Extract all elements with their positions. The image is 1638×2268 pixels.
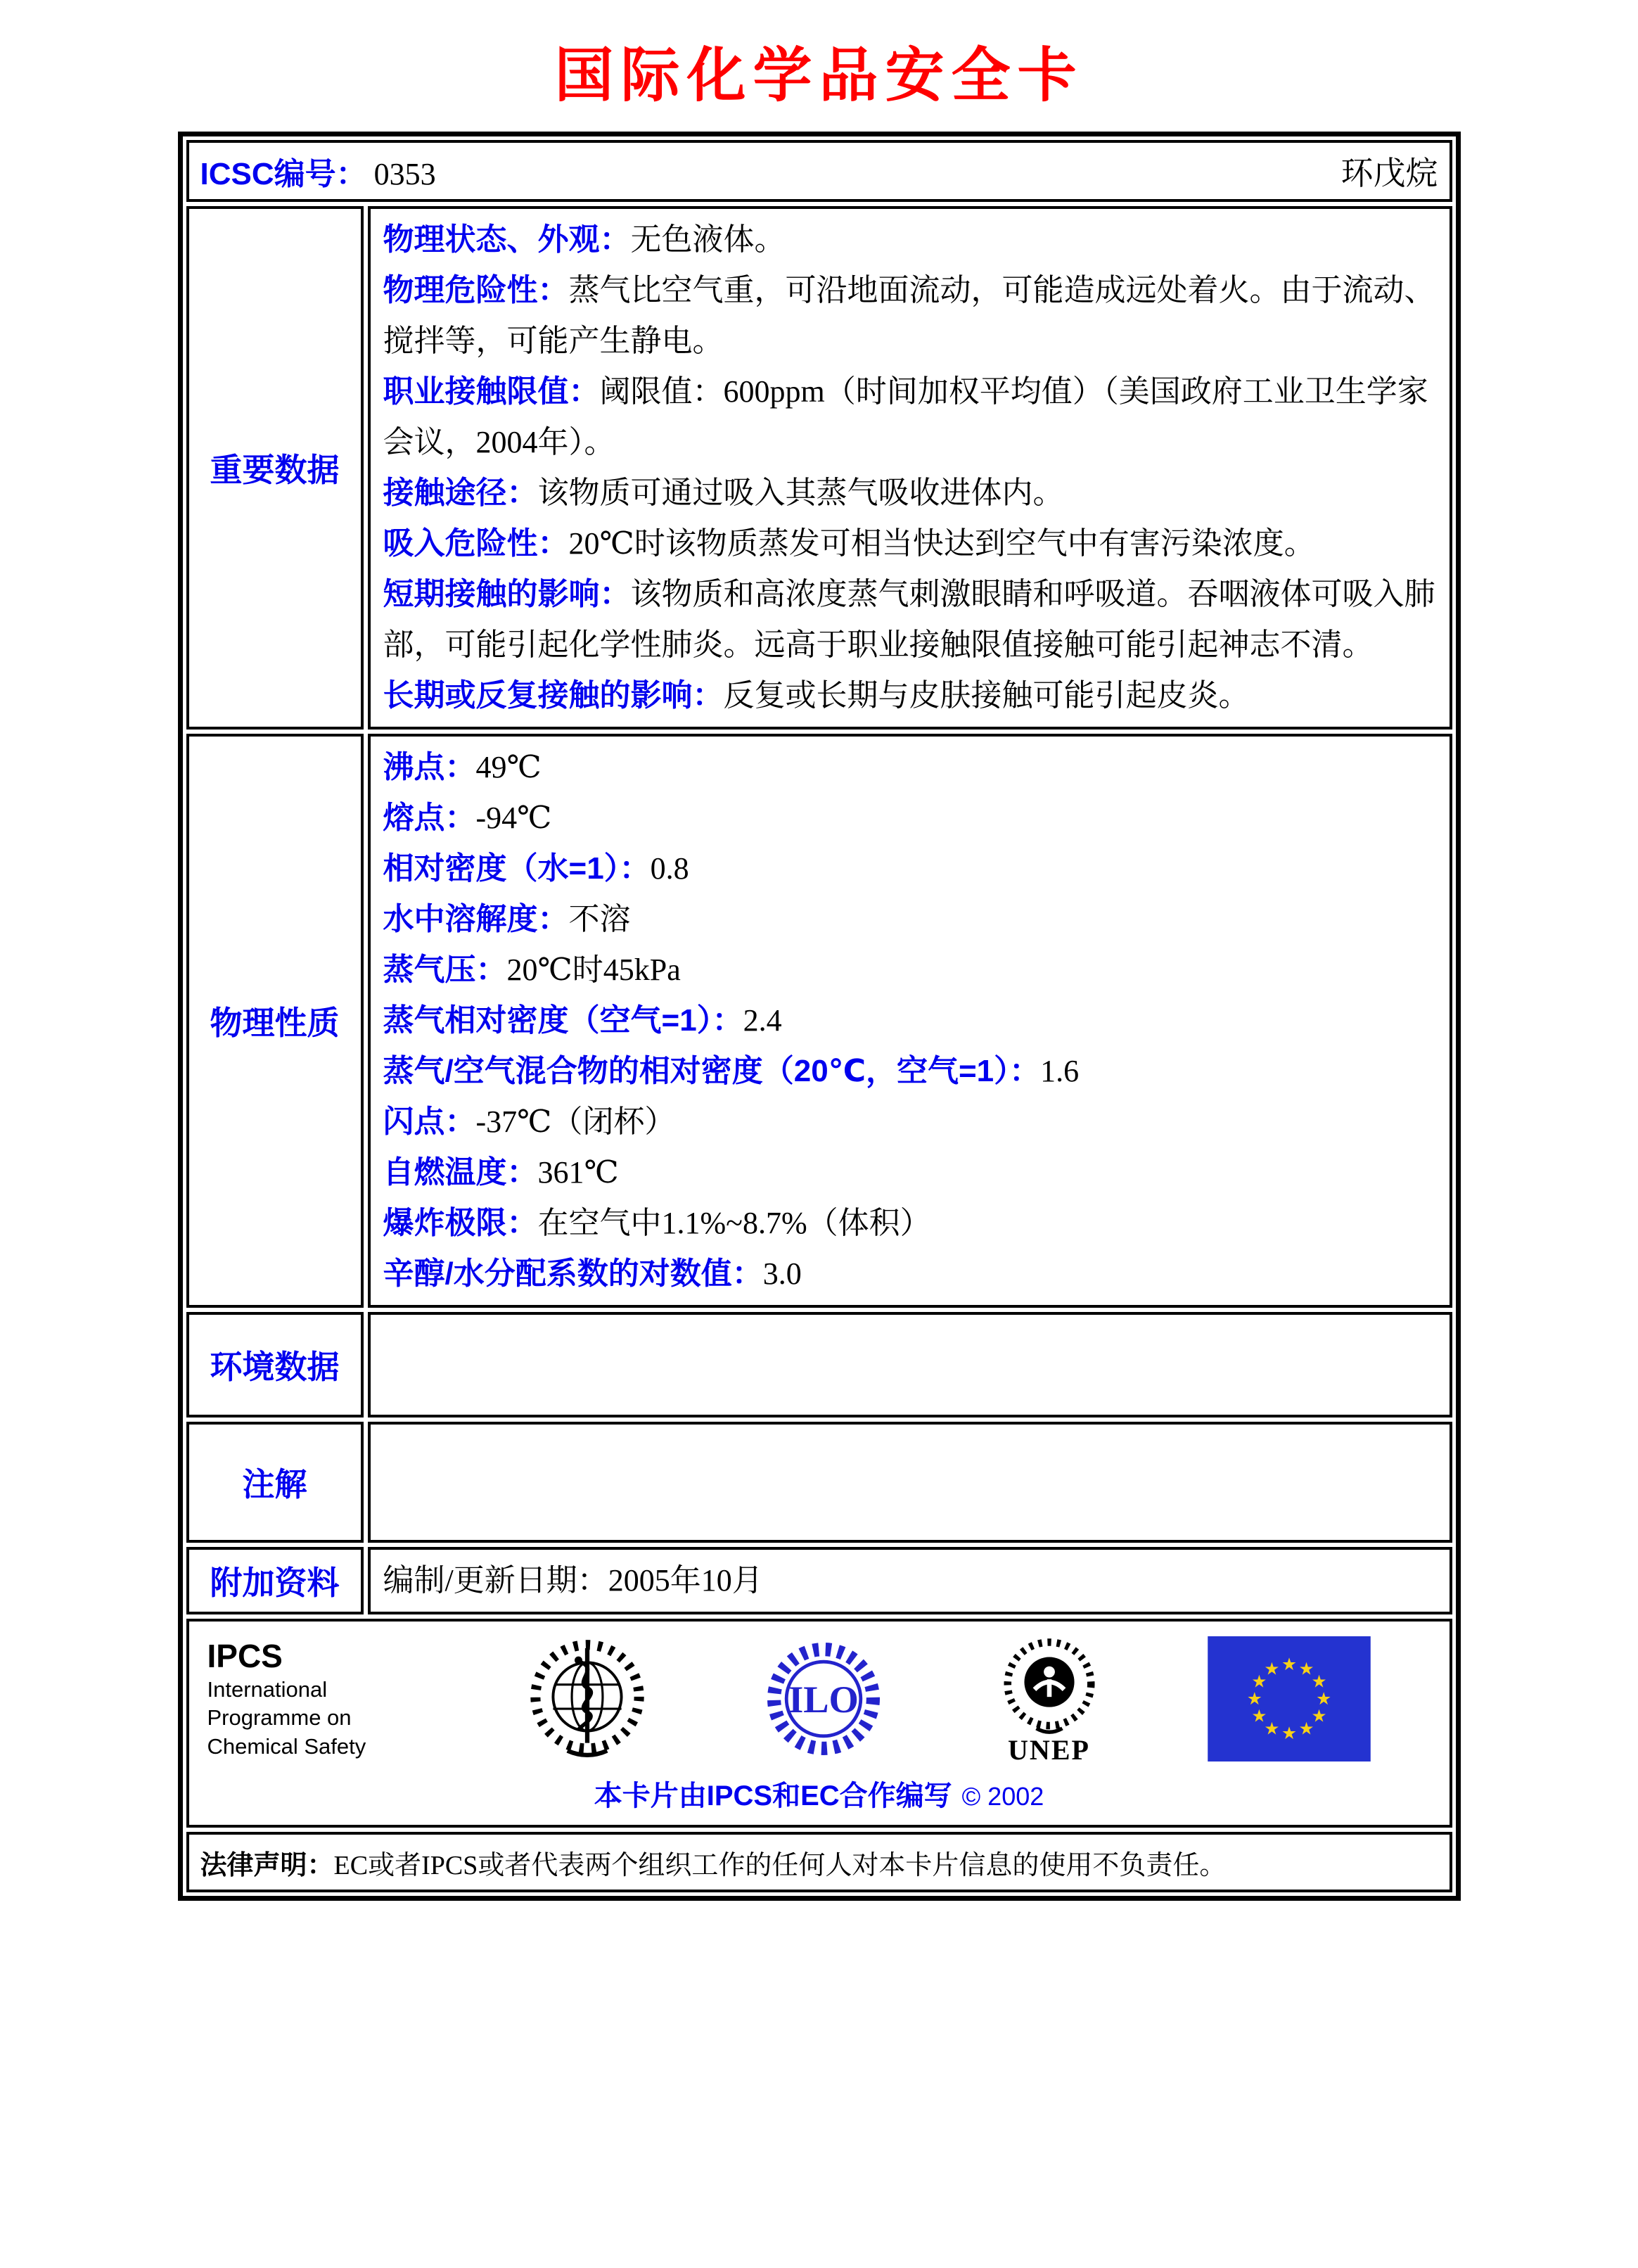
data-line [383,742,1437,793]
data-line [383,945,1437,995]
data-line [383,367,1437,468]
svg-text:★: ★ [1281,1723,1297,1744]
section-content-environment [368,1312,1452,1418]
svg-text:★: ★ [1298,1658,1314,1679]
footer-caption [189,1773,1450,1814]
section-row-additional [186,1547,1452,1614]
footer-logos [189,1631,1450,1766]
line-value: -37℃（闭杯） [475,1104,676,1139]
svg-text:★: ★ [1263,1718,1279,1739]
data-line [383,1249,1437,1299]
line-label: 相对密度（水=1）： [383,851,651,886]
data-line [383,215,1437,265]
ipcs-subtitle-line: International [207,1677,328,1702]
svg-text:★: ★ [1250,1705,1267,1726]
data-line [383,1046,1437,1097]
svg-text:★: ★ [1246,1688,1262,1709]
section-row-environment [186,1312,1452,1418]
page-title: 国际化学品安全卡 [554,40,1084,110]
line-value: 该物质可通过吸入其蒸气吸收进体内。 [537,476,1064,510]
footer-cell [186,1619,1452,1828]
legal-row [186,1832,1452,1892]
line-value: 阈限值：600ppm（时间加权平均值）（美国政府工业卫生学家会议，2004年）。 [383,374,1428,459]
svg-text:★: ★ [1250,1671,1267,1692]
legal-cell [186,1832,1452,1892]
ipcs-subtitle-line: Chemical Safety [207,1733,366,1759]
additional-date-text: 编制/更新日期：2005年10月 [368,1547,1452,1614]
data-line [383,995,1437,1046]
line-label: 蒸气压： [383,953,507,987]
svg-text:★: ★ [1298,1718,1314,1739]
data-line [383,843,1437,894]
line-label: 闪点： [383,1104,476,1139]
icsc-number-group [200,148,436,193]
unep-wordmark: UNEP [1008,1733,1090,1766]
line-value: 2.4 [743,1003,782,1038]
section-label-physical: 物理性质 [186,734,364,1308]
line-value: 无色液体。 [630,222,786,257]
line-label: 蒸气相对密度（空气=1）： [383,1003,743,1038]
line-label: 物理状态、外观： [383,222,631,257]
icsc-card [178,132,1461,1901]
data-line [383,670,1437,721]
footer-caption-text: 本卡片由IPCS和EC合作编写 [594,1780,952,1811]
svg-text:ILO: ILO [788,1678,859,1721]
svg-text:★: ★ [1263,1658,1279,1679]
data-line [383,793,1437,843]
ipcs-block [207,1637,418,1761]
section-label-additional: 附加资料 [186,1547,364,1614]
line-label: 吸入危险性： [383,526,569,561]
section-label-important: 重要数据 [186,206,364,730]
line-label: 辛醇/水分配系数的对数值： [383,1256,763,1291]
data-line [383,1147,1437,1198]
line-value: 361℃ [537,1155,619,1190]
line-value: 反复或长期与皮肤接触可能引起皮炎。 [723,678,1250,713]
data-line [383,569,1437,670]
legal-text: EC或者IPCS或者代表两个组织工作的任何人对本卡片信息的使用不负责任。 [333,1850,1227,1880]
line-value: 不溶 [568,902,631,936]
unep-emblem-icon [994,1632,1105,1743]
section-row-important [186,206,1452,730]
line-label: 接触途径： [383,476,538,510]
ipcs-acronym: IPCS [207,1637,283,1674]
who-logo [521,1633,653,1765]
data-line [383,894,1437,945]
legal-label: 法律声明： [200,1850,334,1880]
line-value: 该物质和高浓度蒸气刺激眼睛和呼吸道。吞咽液体可吸入肺部，可能引起化学性肺炎。远高于职业接触限值接触可能引起神志不清。 [383,577,1435,662]
svg-text:★: ★ [1311,1705,1327,1726]
icsc-header-row [186,140,1452,202]
section-content-notes [368,1422,1452,1543]
line-value: 在空气中1.1%~8.7%（体积） [537,1206,931,1240]
line-value: 20℃时该物质蒸发可相当快达到空气中有害污染浓度。 [568,526,1315,561]
data-line [383,468,1437,518]
svg-text:★: ★ [1315,1688,1331,1709]
line-value: -94℃ [475,801,552,835]
line-value: 0.8 [650,851,689,886]
icsc-number-label: ICSC编号： [200,157,367,191]
line-label: 蒸气/空气混合物的相对密度（20℃，空气=1）： [383,1054,1041,1088]
line-label: 爆炸极限： [383,1206,538,1240]
icsc-header-cell [186,140,1452,202]
svg-text:★: ★ [1311,1671,1327,1692]
svg-text:★: ★ [1281,1653,1297,1674]
line-label: 熔点： [383,801,476,835]
line-label: 长期或反复接触的影响： [383,678,724,713]
line-value: 蒸气比空气重，可沿地面流动，可能造成远处着火。由于流动、搅拌等，可能产生静电。 [383,273,1435,358]
line-label: 水中溶解度： [383,902,569,936]
line-label: 沸点： [383,750,476,784]
ipcs-subtitle-line: Programme on [207,1705,352,1731]
chemical-name: 环戊烷 [1341,155,1438,191]
section-content-physical [368,734,1452,1308]
line-label: 短期接触的影响： [383,577,631,611]
section-label-environment: 环境数据 [186,1312,364,1418]
unep-logo [994,1632,1105,1766]
line-label: 物理危险性： [383,273,569,307]
section-label-notes: 注解 [186,1422,364,1543]
ilo-logo [756,1631,891,1766]
eu-flag [1208,1636,1371,1761]
data-line [383,1198,1437,1249]
line-label: 职业接触限值： [383,374,600,409]
line-value: 3.0 [762,1256,802,1291]
data-line [383,1097,1437,1147]
data-line [383,265,1437,367]
footer-row [186,1619,1452,1828]
line-label: 自燃温度： [383,1155,538,1190]
icsc-number-value: 0353 [373,157,436,191]
section-row-physical [186,734,1452,1308]
line-value: 1.6 [1040,1054,1080,1088]
data-line [383,518,1437,569]
copyright-text: © 2002 [961,1782,1044,1811]
line-value: 49℃ [475,750,542,784]
section-content-important [368,206,1452,730]
line-value: 20℃时45kPa [506,953,681,987]
section-row-notes [186,1422,1452,1543]
